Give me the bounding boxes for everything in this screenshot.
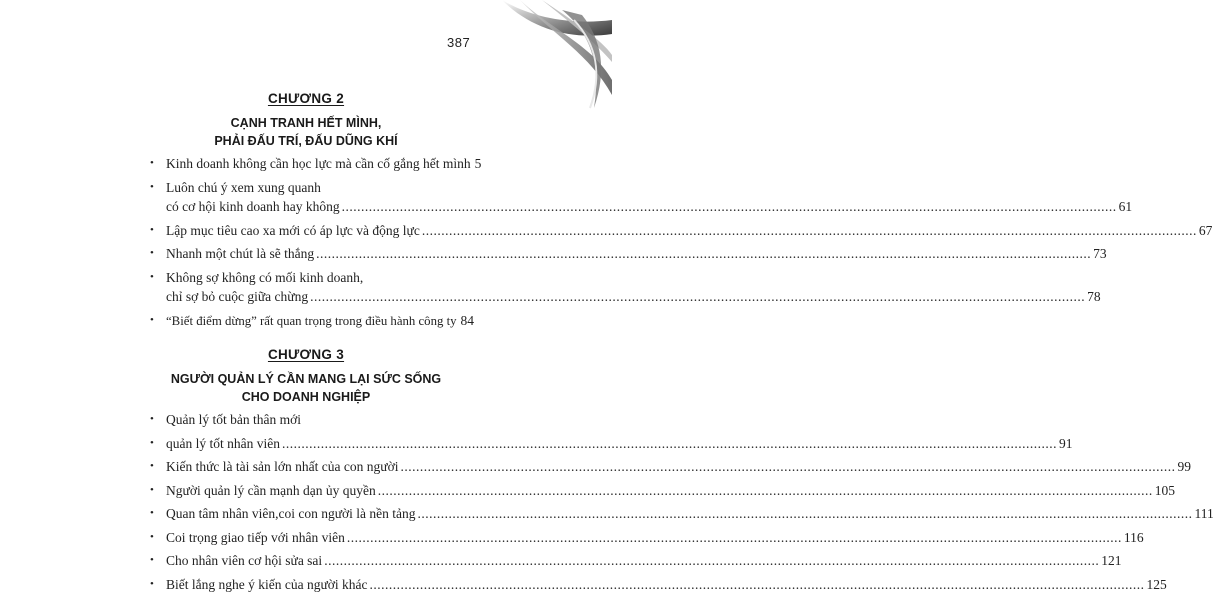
- bullet-icon: •: [150, 270, 154, 283]
- bullet-icon: •: [150, 436, 154, 449]
- bullet-icon: •: [150, 180, 154, 193]
- toc-entry[interactable]: [150, 481, 1176, 501]
- toc-entry-page: 73: [1093, 246, 1107, 261]
- chapter-label: CHƯƠNG 3: [267, 347, 345, 362]
- toc-entry[interactable]: [150, 528, 1144, 548]
- toc-entry[interactable]: [150, 311, 475, 332]
- chapter-3-heading: [0, 347, 612, 406]
- toc-entry-title: Lập mục tiêu cao xa mới có áp lực và động lực: [166, 222, 420, 238]
- toc-entry-title: Nhanh một chút là sẽ thắng: [166, 246, 315, 261]
- toc-entry-page: 116: [1123, 529, 1144, 545]
- chapter-label: CHƯƠNG 2: [267, 91, 345, 106]
- toc-entry-title: Coi trọng giao tiếp với nhân viên: [166, 529, 345, 545]
- chapter-title: [0, 114, 612, 150]
- bullet-icon: •: [150, 460, 154, 472]
- chapter-2-heading: [0, 91, 612, 150]
- chapter-3-toc: [150, 410, 1214, 594]
- chapter-title-line: CẠNH TRANH HẾT MÌNH,: [230, 116, 382, 130]
- toc-entry-title: “Biết điểm dừng” rất quan trọng trong điều hành công ty: [166, 313, 457, 328]
- chapter-title-line: NGƯỜI QUẢN LÝ CẦN MANG LẠI SỨC SỐNG: [170, 372, 442, 386]
- bullet-icon: •: [150, 507, 154, 519]
- toc-entry[interactable]: [150, 221, 1213, 241]
- bullet-icon: •: [150, 223, 154, 236]
- toc-leader-dots: ........................................................................................................................................................................................................: [377, 482, 1153, 498]
- toc-entry-title: Người quản lý cần mạnh dạn ủy quyền: [166, 482, 376, 498]
- bullet-icon: •: [150, 577, 154, 590]
- toc-entry-title: Luôn chú ý xem xung quanh: [166, 179, 321, 195]
- chapter-title: [0, 370, 612, 406]
- toc-entry-title: Quản lý tốt bản thân mới: [166, 412, 301, 427]
- bullet-icon: •: [150, 413, 154, 425]
- toc-entry-title: Kiến thức là tài sản lớn nhất của con người: [166, 459, 399, 474]
- toc-entry-page: 91: [1058, 435, 1073, 451]
- toc-entry-page: 61: [1118, 199, 1133, 214]
- toc-entry[interactable]: [150, 575, 1167, 595]
- toc-entry[interactable]: [150, 268, 1101, 307]
- toc-entry[interactable]: [150, 504, 1214, 524]
- toc-leader-dots: ........................................................................................................................................................................................................: [341, 199, 1117, 214]
- bullet-icon: •: [150, 530, 154, 543]
- toc-entry-page: 78: [1087, 289, 1101, 304]
- toc-entry-title: chỉ sợ bỏ cuộc giữa chừng: [166, 289, 309, 304]
- page-number: 387: [447, 35, 471, 50]
- bullet-icon: •: [150, 313, 154, 326]
- toc-entry-page: 111: [1194, 506, 1214, 521]
- bullet-icon: •: [150, 157, 154, 169]
- toc-entry-title: Kinh doanh không cần học lực mà cần cố gắng hết mình: [166, 156, 471, 171]
- toc-entry-page: 5: [474, 156, 482, 171]
- bullet-icon: •: [150, 483, 154, 496]
- toc-entry[interactable]: [150, 178, 1133, 217]
- toc-entry[interactable]: [150, 551, 1122, 571]
- toc-leader-dots: ........................................................................................................................................................................................................: [316, 246, 1092, 261]
- toc-entry-page: 105: [1154, 482, 1176, 498]
- chapter-2-toc: [150, 154, 1213, 331]
- toc-entry[interactable]: [150, 457, 1191, 477]
- toc-entry[interactable]: [150, 434, 1073, 454]
- toc-entry-page: 125: [1146, 576, 1167, 592]
- toc-entry[interactable]: [150, 244, 1107, 264]
- bullet-icon: •: [150, 554, 154, 566]
- toc-entry[interactable]: [150, 154, 482, 174]
- toc-entry-page: 84: [460, 312, 475, 328]
- toc-entry-title: Quan tâm nhân viên,coi con người là nền tảng: [166, 506, 416, 521]
- toc-entry-page: 121: [1101, 553, 1122, 568]
- toc-entry-title: Cho nhân viên cơ hội sửa sai: [166, 553, 323, 568]
- toc-leader-dots: ........................................................................................................................................................................................................: [310, 289, 1086, 304]
- chapter-title-line: CHO DOANH NGHIỆP: [241, 390, 371, 404]
- toc-leader-dots: ........................................................................................................................................................................................................: [281, 435, 1057, 451]
- bullet-icon: •: [150, 247, 154, 259]
- toc-leader-dots: ........................................................................................................................................................................................................: [421, 222, 1197, 238]
- toc-entry-page: 99: [1177, 459, 1191, 474]
- toc-leader-dots: ........................................................................................................................................................................................................: [346, 529, 1122, 545]
- toc-leader-dots: ........................................................................................................................................................................................................: [400, 459, 1176, 474]
- toc-leader-dots: ........................................................................................................................................................................................................: [324, 553, 1100, 568]
- toc-leader-dots: ........................................................................................................................................................................................................: [417, 506, 1193, 521]
- toc-entry-title: quản lý tốt nhân viên: [166, 435, 280, 451]
- toc-entry-page: 67: [1198, 222, 1213, 238]
- toc-leader-dots: ........................................................................................................................................................................................................: [369, 576, 1145, 592]
- toc-entry-title: có cơ hội kinh doanh hay không: [166, 199, 340, 214]
- chapter-title-line: PHẢI ĐẤU TRÍ, ĐẤU DŨNG KHÍ: [214, 134, 398, 148]
- toc-entry-title: Không sợ không có mối kinh doanh,: [166, 269, 364, 285]
- toc-entry[interactable]: [150, 410, 456, 430]
- toc-entry-title: Biết lắng nghe ý kiến của người khác: [166, 576, 368, 592]
